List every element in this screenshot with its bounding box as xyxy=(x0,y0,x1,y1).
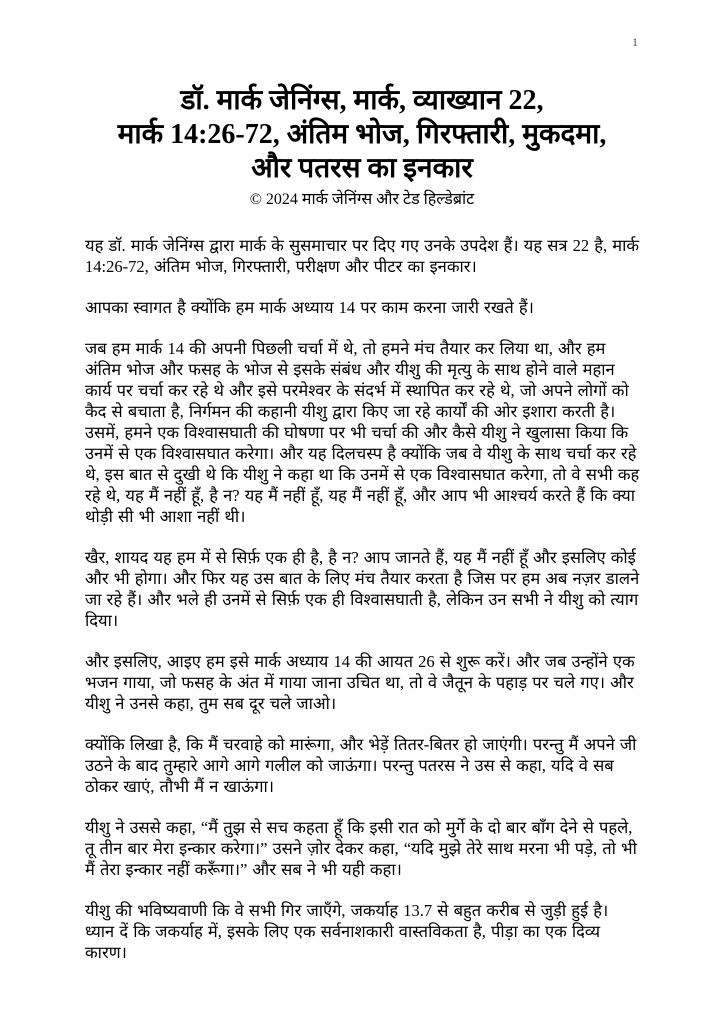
paragraph: आपका स्वागत है क्योंकि हम मार्क अध्याय 14 पर काम करना जारी रखते हैं। xyxy=(85,298,534,317)
copyright-line: © 2024 मार्क जेनिंग्स और टेड हिल्डेब्रांट xyxy=(249,191,475,208)
page-number: 1 xyxy=(632,35,638,49)
paragraph: क्योंकि लिखा है, कि मैं चरवाहे को मारूंगा, और भेड़ें तितर-बितर हो जाएंगी। परन्तु मैं अपने जी उठने के बाद तुम्हारे आगे आगे गलील को जाऊंगा। परन्तु पतरस ने उस से कहा, यदि वे सब ठोकर खाएं, तौभी मैं न खाऊंगा। xyxy=(85,735,637,796)
paragraph: जब हम मार्क 14 की अपनी पिछली चर्चा में थे, तो हमने मंच तैयार कर लिया था, और हम अंतिम भोज और फसह के भोज से इसके संबंध और यीशु की मृत्यु के साथ होने वाले महान कार्य पर चर्चा कर रहे थे और इसे परमेश्वर के संदर्भ में स्थापित कर रहे थे, जो अपने लोगों को कैद से बचाता है, निर्गमन की कहानी यीशु द्वारा किए जा रहे कार्यों की ओर इशारा करती है। उसमें, हमने एक विश्वासघाती की घोषणा पर भी चर्चा की और कैसे यीशु ने खुलासा किया कि उनमें से एक विश्वासघात करेगा। और यह दिलचस्प है क्योंकि जब वे यीशु के साथ चर्चा कर रहे थे, इस बात से दुखी थे कि यीशु ने कहा था कि उनमें से एक विश्वासघात करेगा, तो वे सभी कह रहे थे, यह मैं नहीं हूँ, है न? यह मैं नहीं हूँ, यह मैं नहीं हूँ, और आप भी आश्चर्य करते हैं कि क्या थोड़ी सी भी आशा नहीं थी। xyxy=(85,339,640,526)
paragraph: यीशु ने उससे कहा, “मैं तुझ से सच कहता हूँ कि इसी रात को मुर्गे के दो बार बाँग देने से पहले, तू तीन बार मेरा इन्कार करेगा।” उसने ज़ोर देकर कहा, “यदि मुझे तेरे साथ मरना भी पड़े, तो भी मैं तेरा इन्कार नहीं करूँगा।” और सब ने भी यही कहा। xyxy=(85,818,637,879)
paragraph: यीशु की भविष्यवाणी कि वे सभी गिर जाएँगे, जकर्याह 13.7 से बहुत करीब से जुड़ी हुई है। ध्यान दें कि जकर्याह में, इसके लिए एक सर्वनाशकारी वास्तविकता है, पीड़ा का एक दिव्य कारण। xyxy=(85,901,609,962)
document-title xyxy=(0,0,724,186)
paragraph: और इसलिए, आइए हम इसे मार्क अध्याय 14 की आयत 26 से शुरू करें। और जब उन्होंने एक भजन गाया, जो फसह के अंत में गाया जाना उचित था, तो वे जैतून के पहाड़ पर चले गए। और यीशु ने उनसे कहा, तुम सब दूर चले जाओ। xyxy=(85,652,635,713)
title-line: डॉ. मार्क जेनिंग्स, मार्क, व्याख्यान 22, xyxy=(180,85,544,116)
document-body xyxy=(85,235,642,963)
title-line: और पतरस का इनकार xyxy=(251,153,473,184)
paragraph: यह डॉ. मार्क जेनिंग्स द्वारा मार्क के सुसमाचार पर दिए गए उनके उपदेश हैं। यह सत्र 22 है, मार्क 14:26-72, अंतिम भोज, गिरफ्तारी, परीक्षण और पीटर का इनकार। xyxy=(85,236,640,276)
title-line: मार्क 14:26-72, अंतिम भोज, गिरफ्तारी, मुकदमा, xyxy=(117,119,607,150)
paragraph: खैर, शायद यह हम में से सिर्फ़ एक ही है, है न? आप जानते हैं, यह मैं नहीं हूँ और इसलिए कोई और भी होगा। और फिर यह उस बात के लिए मंच तैयार करता है जिस पर हम अब नज़र डालने जा रहे हैं। और भले ही उनमें से सिर्फ़ एक ही विश्वासघाती है, लेकिन उन सभी ने यीशु को त्याग दिया। xyxy=(85,548,640,630)
